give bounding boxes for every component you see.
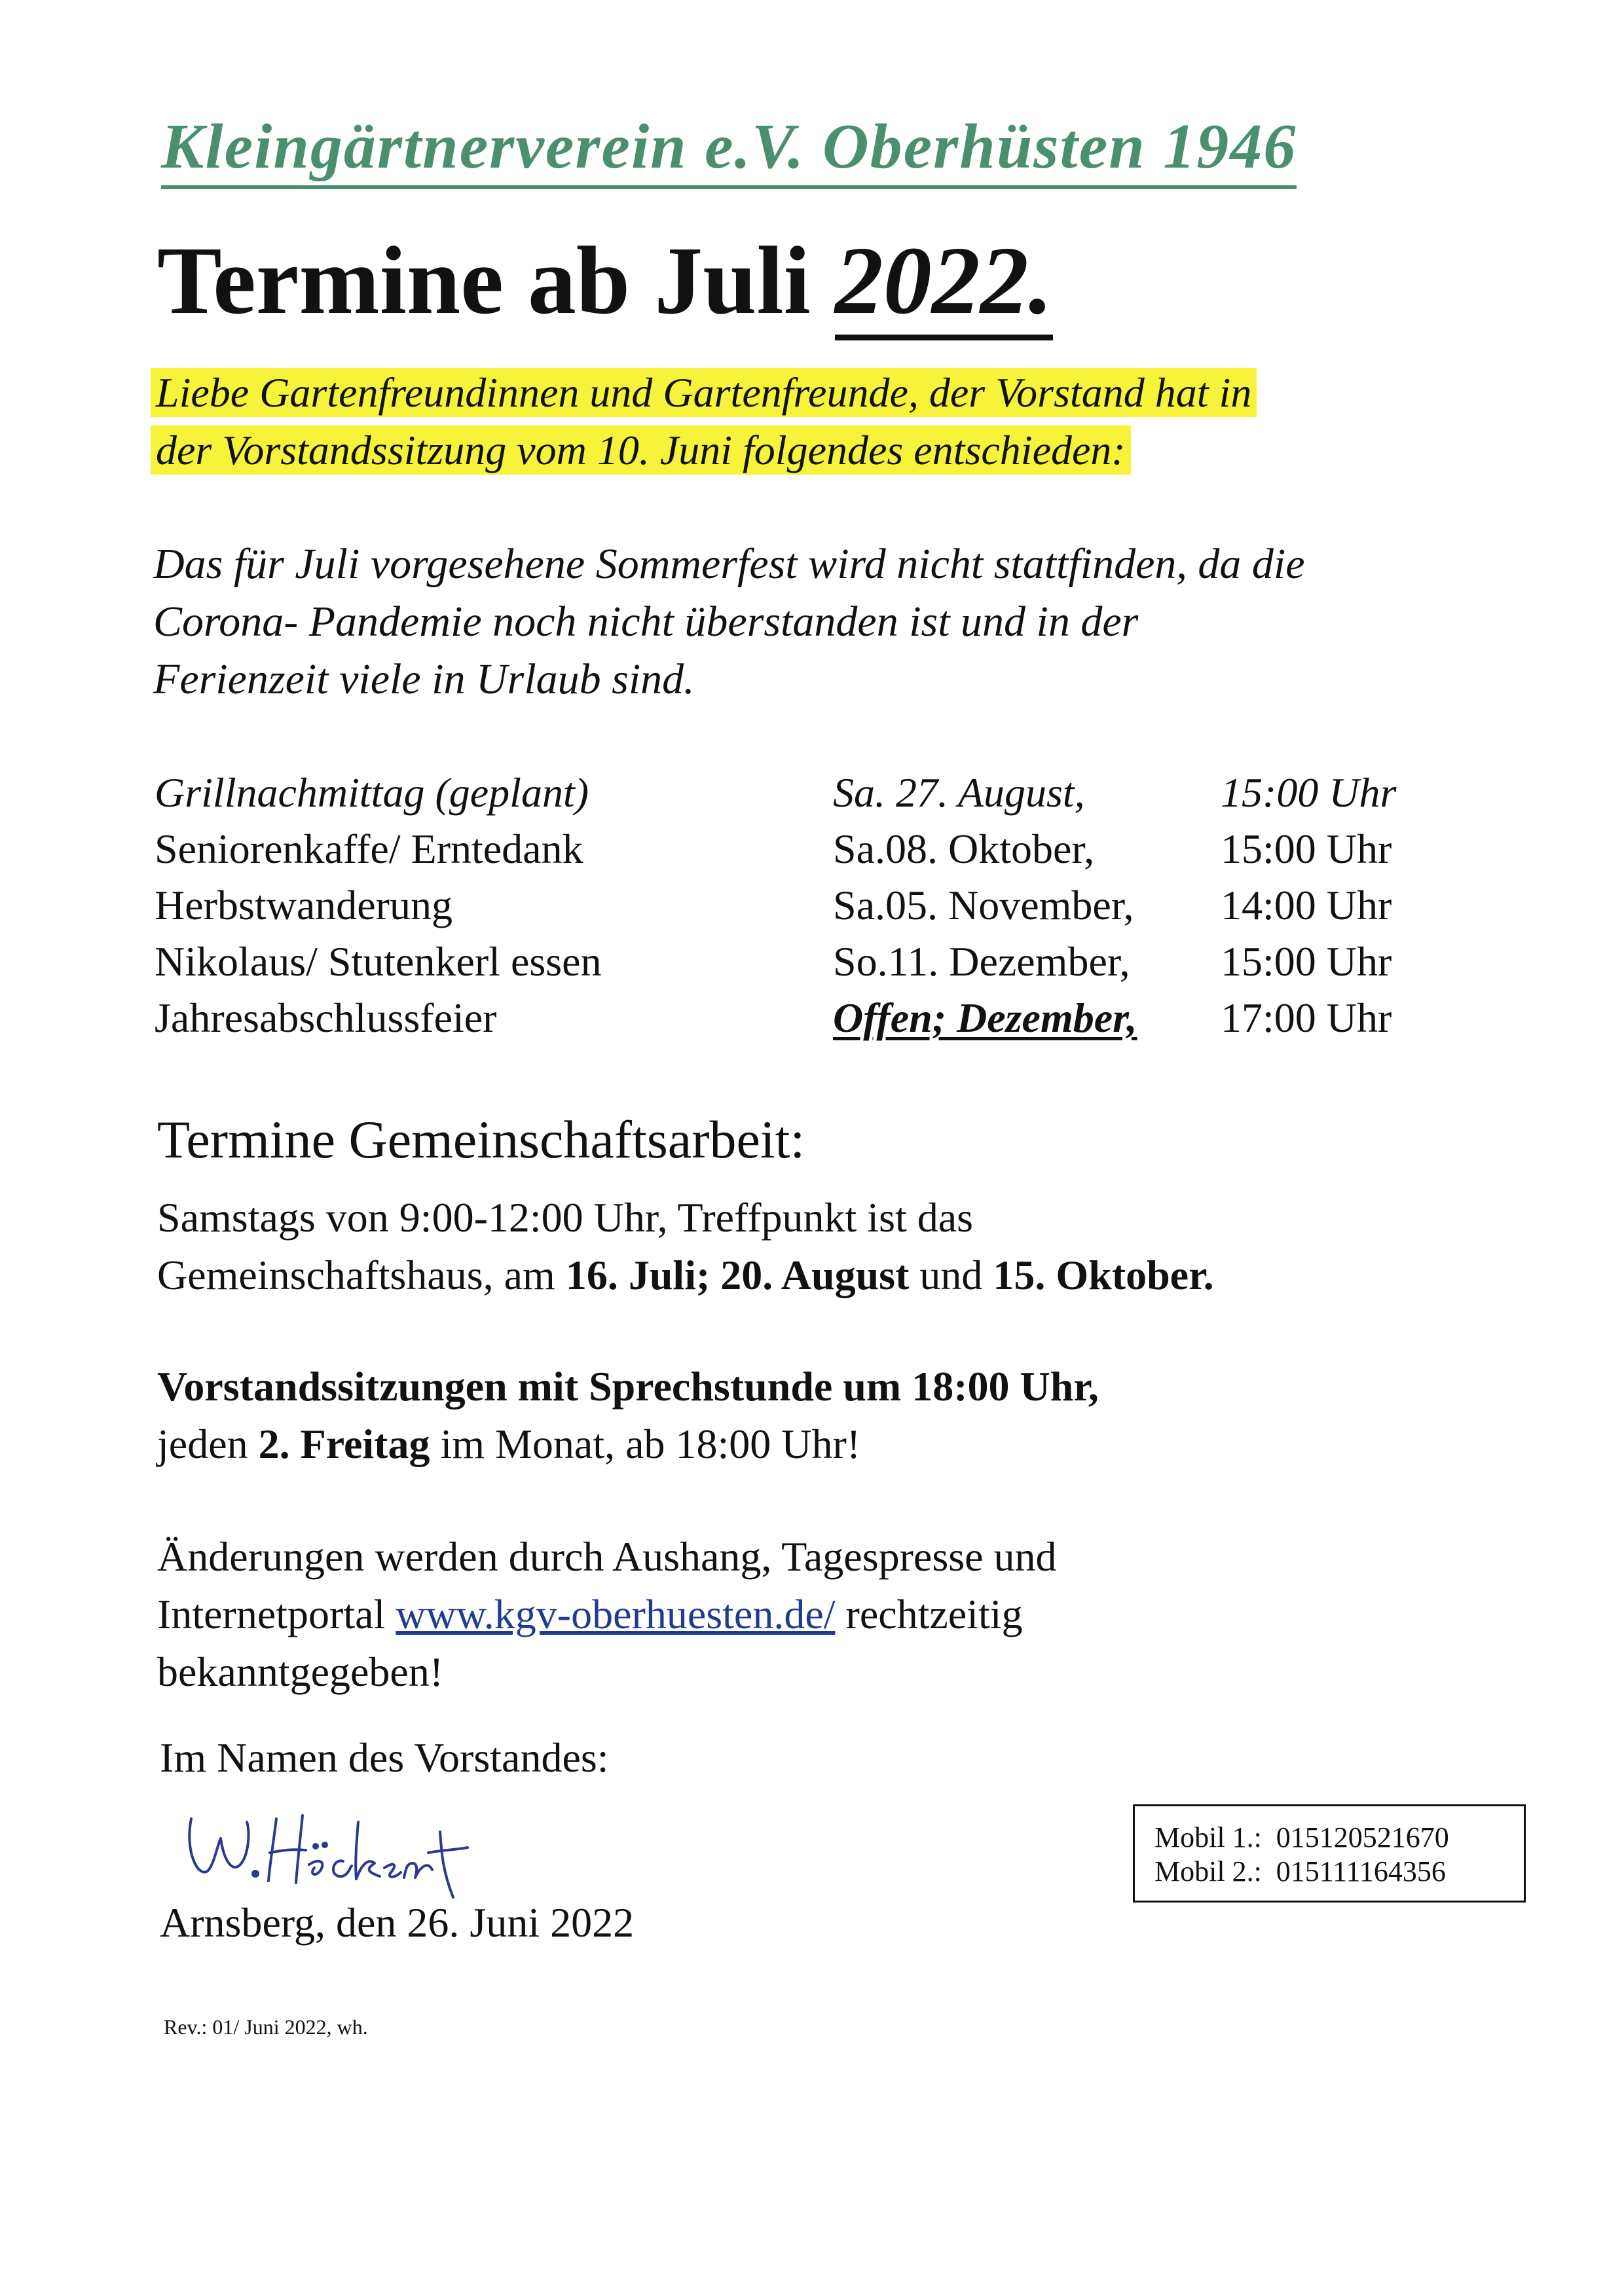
board-meeting-text bbox=[157, 1358, 1532, 1473]
mobile-label: Mobil 2.: bbox=[1154, 1855, 1262, 1887]
event-time: 14:00 Uhr bbox=[1221, 882, 1392, 928]
date-bold: 16. Juli; 20. August bbox=[565, 1252, 910, 1298]
event-name: Jahresabschlussfeier bbox=[155, 994, 497, 1041]
changes-text bbox=[157, 1528, 1532, 1701]
board-meeting-bold: Vorstandssitzungen mit Sprechstunde um 18:00 Uhr, bbox=[157, 1363, 1099, 1410]
intro-highlight bbox=[151, 364, 1460, 479]
event-date: Sa. 27. August, bbox=[833, 769, 1085, 816]
event-time: 15:00 Uhr bbox=[1221, 938, 1392, 985]
summer-festival-notice bbox=[153, 536, 1502, 708]
text-span: jeden bbox=[157, 1421, 259, 1467]
event-name: Seniorenkaffe/ Erntedank bbox=[155, 826, 583, 872]
schedule-row bbox=[155, 821, 1464, 877]
revision-note: Rev.: 01/ Juni 2022, wh. bbox=[164, 2015, 368, 2039]
event-schedule bbox=[155, 765, 1464, 1046]
website-link[interactable]: www.kgv-oberhuesten.de/ bbox=[396, 1591, 836, 1637]
intro-line-2: der Vorstandssitzung vom 10. Juni folgendes entschieden: bbox=[151, 426, 1131, 475]
page-title bbox=[157, 228, 1053, 335]
text-span: rechtzeitig bbox=[835, 1591, 1023, 1637]
schedule-row bbox=[155, 877, 1464, 934]
community-work-line-1: Samstags von 9:00-12:00 Uhr, Treffpunkt ist das bbox=[157, 1194, 974, 1241]
signature bbox=[172, 1793, 479, 1904]
changes-line-2 bbox=[157, 1586, 1532, 1643]
text-span: Gemeinschaftshaus, am bbox=[157, 1252, 566, 1298]
event-name: Herbstwanderung bbox=[155, 882, 452, 928]
schedule-row bbox=[155, 934, 1464, 990]
mobile-label: Mobil 1.: bbox=[1154, 1821, 1262, 1853]
schedule-row bbox=[155, 990, 1464, 1046]
event-time: 17:00 Uhr bbox=[1221, 994, 1392, 1041]
event-date: So.11. Dezember, bbox=[833, 938, 1130, 985]
changes-line-3: bekanntgegeben! bbox=[157, 1649, 444, 1695]
on-behalf-text: Im Namen des Vorstandes: bbox=[160, 1734, 609, 1781]
mobile-number: 015120521670 bbox=[1276, 1821, 1449, 1853]
text-span: Internetportal bbox=[157, 1591, 396, 1637]
club-name: Kleingärtnerverein e.V. Oberhüsten 1946 bbox=[161, 110, 1297, 189]
notice-line-2: Corona- Pandemie noch nicht überstanden ist und in der bbox=[153, 598, 1139, 646]
notice-line-3: Ferienzeit viele in Urlaub sind. bbox=[153, 655, 695, 703]
mobile-number: 015111164356 bbox=[1276, 1855, 1446, 1887]
event-date: Offen; Dezember, bbox=[833, 994, 1137, 1041]
event-date: Sa.08. Oktober, bbox=[833, 826, 1095, 872]
board-meeting-line-2 bbox=[157, 1415, 1532, 1473]
event-name: Nikolaus/ Stutenkerl essen bbox=[155, 938, 602, 985]
title-prefix: Termine ab Juli bbox=[157, 227, 811, 335]
contact-box bbox=[1133, 1804, 1526, 1903]
community-work-heading: Termine Gemeinschaftsarbeit: bbox=[157, 1110, 805, 1169]
text-span: und bbox=[909, 1252, 993, 1298]
event-name: Grillnachmittag (geplant) bbox=[155, 769, 589, 816]
intro-line-1: Liebe Gartenfreundinnen und Gartenfreunde, der Vorstand hat in bbox=[151, 368, 1257, 417]
friday-bold: 2. Freitag bbox=[258, 1421, 430, 1467]
event-date: Sa.05. November, bbox=[833, 882, 1134, 928]
date-bold: 15. Oktober. bbox=[993, 1252, 1214, 1298]
event-time: 15:00 Uhr bbox=[1221, 826, 1392, 872]
place-date: Arnsberg, den 26. Juni 2022 bbox=[160, 1899, 635, 1946]
community-work-text bbox=[157, 1189, 1532, 1304]
schedule-row bbox=[155, 765, 1464, 821]
title-year: 2022. bbox=[835, 227, 1053, 340]
changes-line-1: Änderungen werden durch Aushang, Tagespresse und bbox=[157, 1533, 1057, 1580]
event-time: 15:00 Uhr bbox=[1221, 769, 1397, 816]
text-span: im Monat, ab 18:00 Uhr! bbox=[430, 1421, 861, 1467]
mobile-2 bbox=[1154, 1855, 1504, 1889]
community-work-line-2 bbox=[157, 1247, 1532, 1304]
notice-line-1: Das für Juli vorgesehene Sommerfest wird nicht stattfinden, da die bbox=[153, 540, 1305, 588]
mobile-1 bbox=[1154, 1821, 1504, 1855]
